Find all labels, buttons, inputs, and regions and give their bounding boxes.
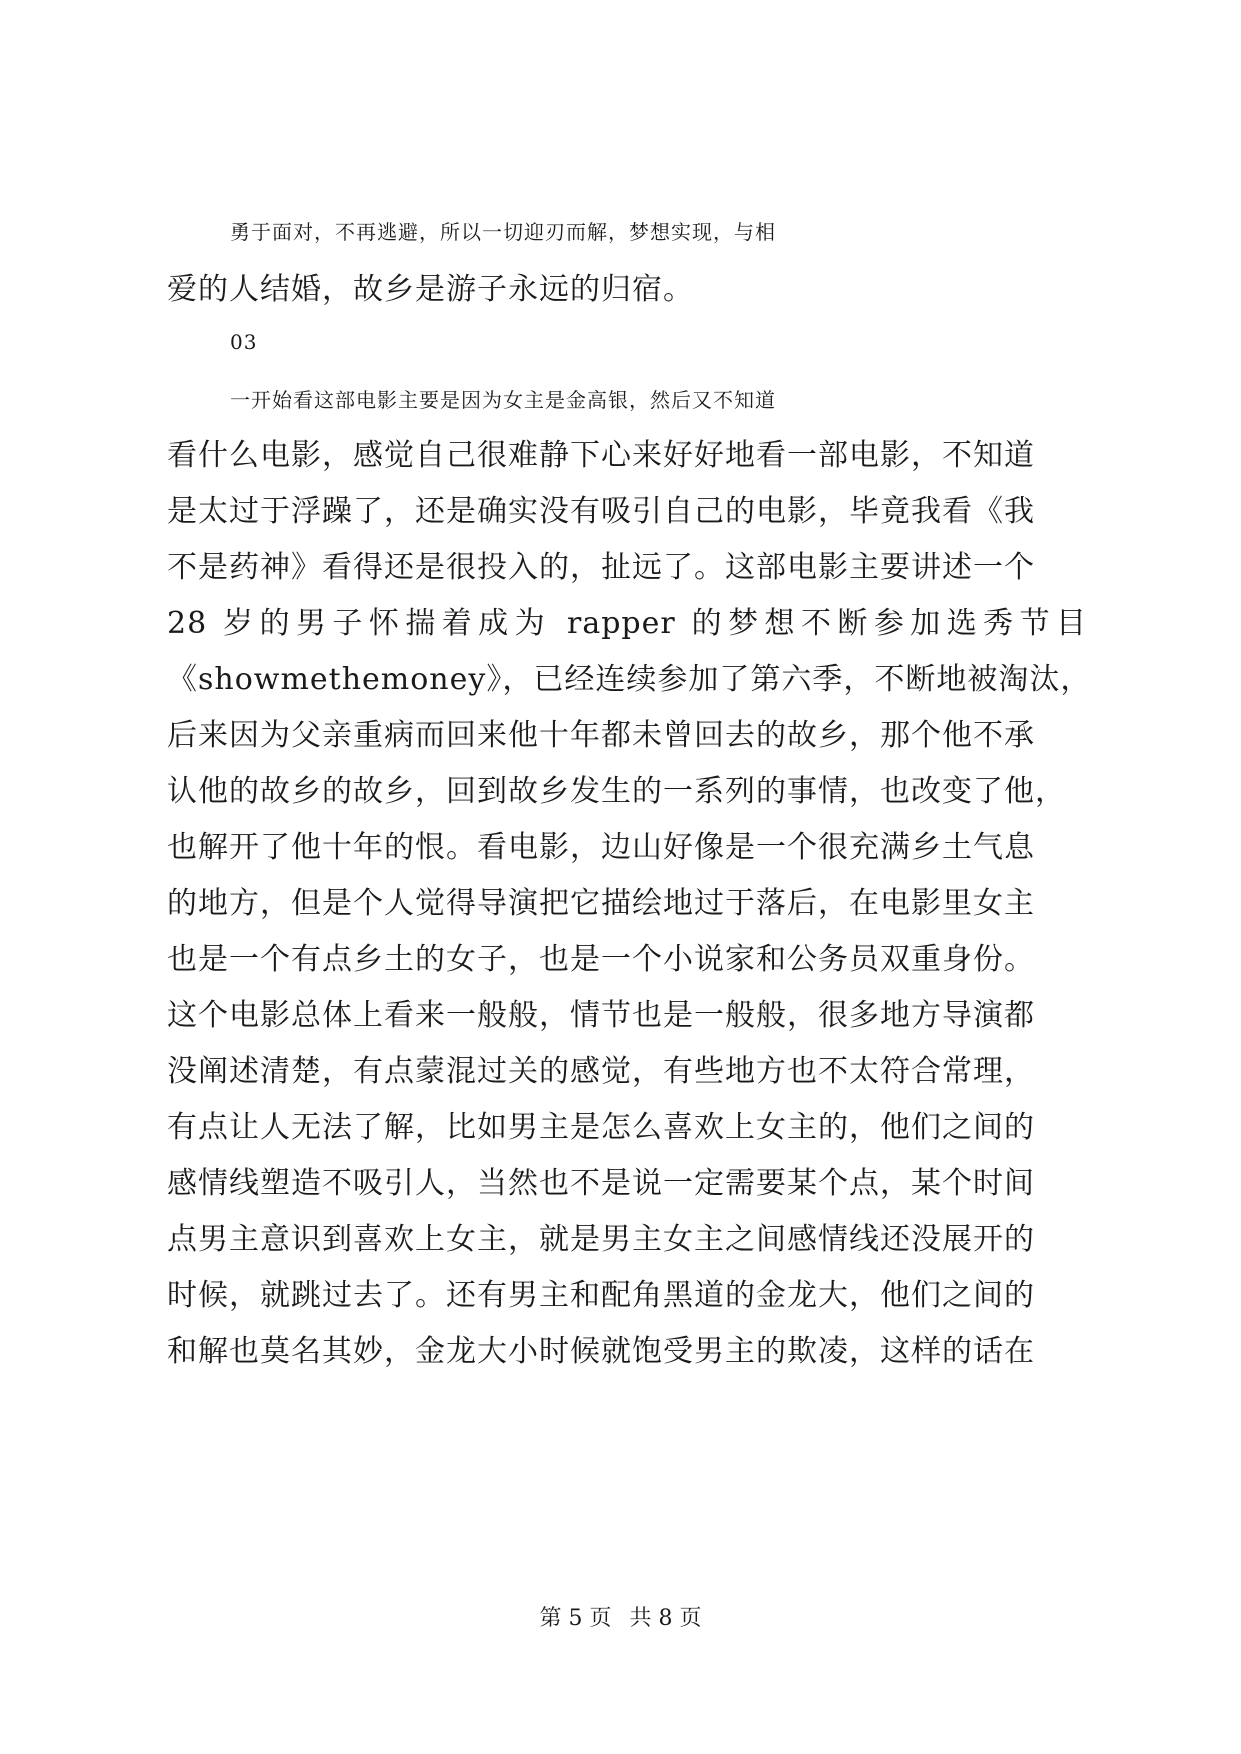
text-line: 时候，就跳过去了。还有男主和配角黑道的金龙大，他们之间的: [167, 1278, 1035, 1313]
text-line: 勇于面对，不再逃避，所以一切迎刃而解，梦想实现，与相: [230, 220, 776, 244]
text-line: 看什么电影，感觉自己很难静下心来好好地看一部电影，不知道: [167, 438, 1035, 473]
page-footer: [0, 1604, 1241, 1634]
text-line: 也是一个有点乡土的女子，也是一个小说家和公务员双重身份。: [167, 942, 1035, 977]
text-line: 点男主意识到喜欢上女主，就是男主女主之间感情线还没展开的: [167, 1222, 1035, 1257]
text-line: 和解也莫名其妙，金龙大小时候就饱受男主的欺凌，这样的话在: [167, 1334, 1035, 1369]
text-line: 这个电影总体上看来一般般，情节也是一般般，很多地方导演都: [167, 998, 1035, 1033]
section-number: 03: [230, 330, 258, 354]
text-line: 有点让人无法了解，比如男主是怎么喜欢上女主的，他们之间的: [167, 1110, 1035, 1145]
text-line: 的地方，但是个人觉得导演把它描绘地过于落后，在电影里女主: [167, 886, 1035, 921]
text-line: 没阐述清楚，有点蒙混过关的感觉，有些地方也不太符合常理，: [167, 1054, 1035, 1089]
text-line: 认他的故乡的故乡，回到故乡发生的一系列的事情，也改变了他，: [167, 774, 1066, 809]
text-line: 也解开了他十年的恨。看电影，边山好像是一个很充满乡土气息: [167, 830, 1035, 865]
text-line: 《showmethemoney》，已经连续参加了第六季，不断地被淘汰，: [167, 662, 1092, 697]
page-number: 第 5 页: [539, 1606, 612, 1631]
text-line: 不是药神》看得还是很投入的，扯远了。这部电影主要讲述一个: [167, 550, 1035, 585]
text-line: 感情线塑造不吸引人，当然也不是说一定需要某个点，某个时间: [167, 1166, 1035, 1201]
text-line: 一开始看这部电影主要是因为女主是金高银，然后又不知道: [230, 388, 776, 412]
text-line: 后来因为父亲重病而回来他十年都未曾回去的故乡，那个他不承: [167, 718, 1035, 753]
text-line: 28 岁的男子怀揣着成为 rapper 的梦想不断参加选秀节目: [167, 606, 1087, 641]
text-line: 是太过于浮躁了，还是确实没有吸引自己的电影，毕竟我看《我: [167, 494, 1035, 529]
text-line: 爱的人结婚，故乡是游子永远的归宿。: [167, 272, 694, 307]
page-total: 共 8 页: [629, 1606, 702, 1631]
